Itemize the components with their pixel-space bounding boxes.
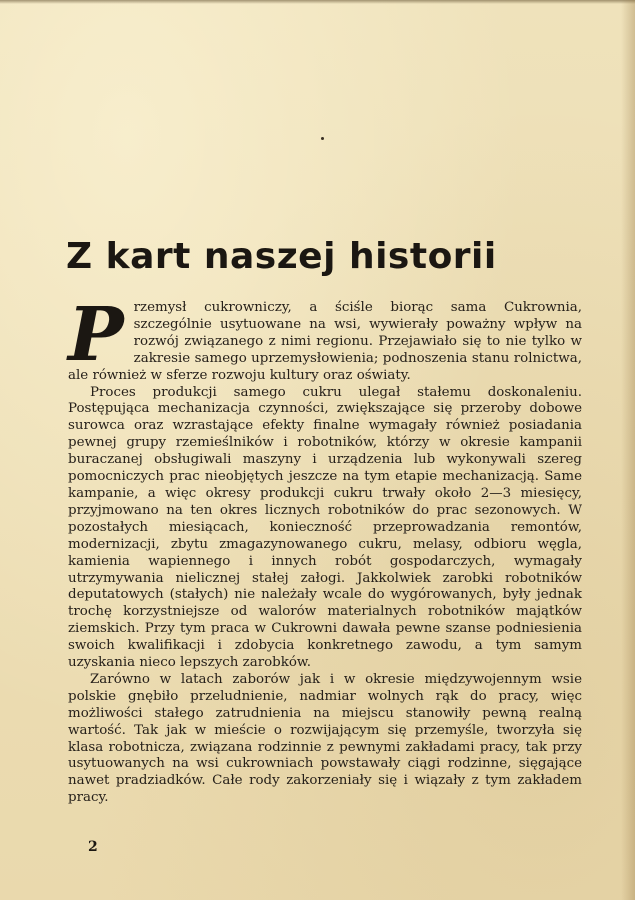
article-body [68,292,582,807]
page-right-edge [621,0,635,900]
paragraph-3: Zarówno w latach zaborów jak i w okresie międzywojennym wsie polskie gnębiło przeludnienie, nadmiar wolnych rąk do pracy, więc możliwości stałego zatrudnienia na miejscu stanowiły pewną realną wartość. Tak jak w mieście o rozwijającym się przemyśle, tworzyła się klasa robotnicza, związana rodzinnie z pewnymi zakładami pracy, tak przy usytuowanych na wsi cukrowniach powstawały ciągi rodzinne, sięgające nawet pradziadków. Całe rody zakorzeniały się i wiązały z tym zakładem pracy. [68,671,582,806]
drop-cap: P [68,292,124,378]
paragraph-1-text: rzemysł cukrowniczy, a ściśle biorąc sama Cukrownia, szczególnie usytuowane na wsi, wywierały poważny wpływ na rozwój związanego z nimi regionu. Przejawiało się to nie tylko w zakresie samego uprzemysłowienia; podnoszenia stanu rolnictwa, ale również w sferze rozwoju kultury oraz oświaty. [68,300,582,383]
page-top-edge [0,0,635,4]
paragraph-2: Proces produkcji samego cukru ulegał stałemu doskonaleniu. Postępująca mechanizacja czynności, zwiększające się przeroby dobowe surowca oraz wzrastające efekty finalne wymagały również posiadania pewnej grupy rzemieślników i robotników, którzy w okresie kampanii buraczanej obsługiwali maszyny i urządzenia lub wykonywali szereg pomocniczych prac nieobjętych jeszcze na tym etapie mechanizacją. Same kampanie, a więc okresy produkcji cukru trwały około 2—3 miesięcy, przyjmowano na ten okres licznych robotników do prac sezonowych. W pozostałych miesiącach, konieczność przeprowadzania remontów, modernizacji, zbytu zmagazynowanego cukru, melasy, odbioru węgla, kamienia wapiennego i innych robót gospodarczych, wymagały utrzymywania nielicznej stałej załogi. Jakkolwiek zarobki robotników deputatowych (stałych) nie należały wcale do wygórowanych, były jednak trochę korzystniejsze od walorów materialnych robotników majątków ziemskich. Przy tym praca w Cukrowni dawała pewne szanse podniesienia swoich kwalifikacji i zdobycia konkretnego zawodu, a tym samym uzyskania nieco lepszych zarobków. [68,384,582,671]
page-number: 2 [88,839,98,855]
paragraph-1 [68,292,582,385]
article-title: Z kart naszej historii [66,236,497,277]
paper-speck [321,137,324,140]
